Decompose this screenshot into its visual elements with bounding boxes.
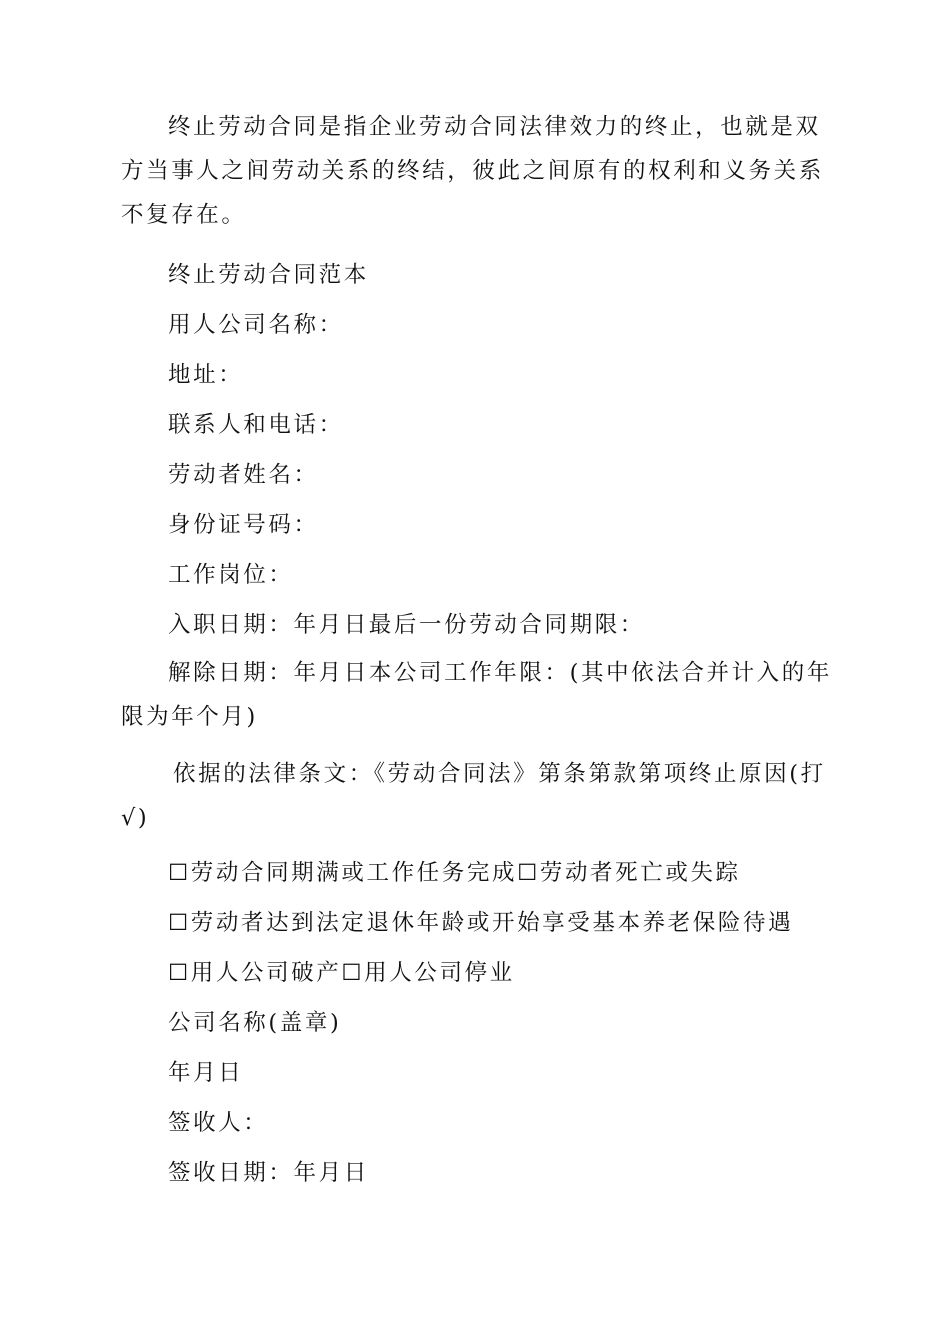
address-line: 地址： [168,362,244,388]
sign-date-line: 签收日期：年月日 [168,1160,369,1186]
signee-line: 签收人： [168,1110,269,1136]
legal-basis-paragraph: 依据的法律条文：《劳动合同法》第条第款第项终止原因(打√) [121,761,826,831]
termination-date-paragraph: 解除日期：年月日本公司工作年限：(其中依法合并计入的年限为年个月) [121,660,832,730]
worker-name-line: 劳动者姓名： [168,462,319,488]
date-line: 年月日 [168,1060,244,1086]
template-title: 终止劳动合同范本 [168,262,369,288]
company-name-line: 用人公司名称： [168,312,344,338]
company-seal-line: 公司名称(盖章) [168,1010,342,1036]
reason-checkbox-line-3: ☐用人公司破产☐用人公司停业 [168,960,515,986]
id-number-line: 身份证号码： [168,512,319,538]
contact-phone-line: 联系人和电话： [168,412,344,438]
reason-checkbox-line-1: ☐劳动合同期满或工作任务完成☐劳动者死亡或失踪 [168,860,741,886]
intro-paragraph: 终止劳动合同是指企业劳动合同法律效力的终止，也就是双方当事人之间劳动关系的终结，彼此之间原有的权利和义务关系不复存在。 [121,114,824,228]
reason-checkbox-line-2: ☐劳动者达到法定退休年龄或开始享受基本养老保险待遇 [168,910,794,936]
job-position-line: 工作岗位： [168,562,294,588]
entry-date-line: 入职日期：年月日最后一份劳动合同期限： [168,612,645,638]
